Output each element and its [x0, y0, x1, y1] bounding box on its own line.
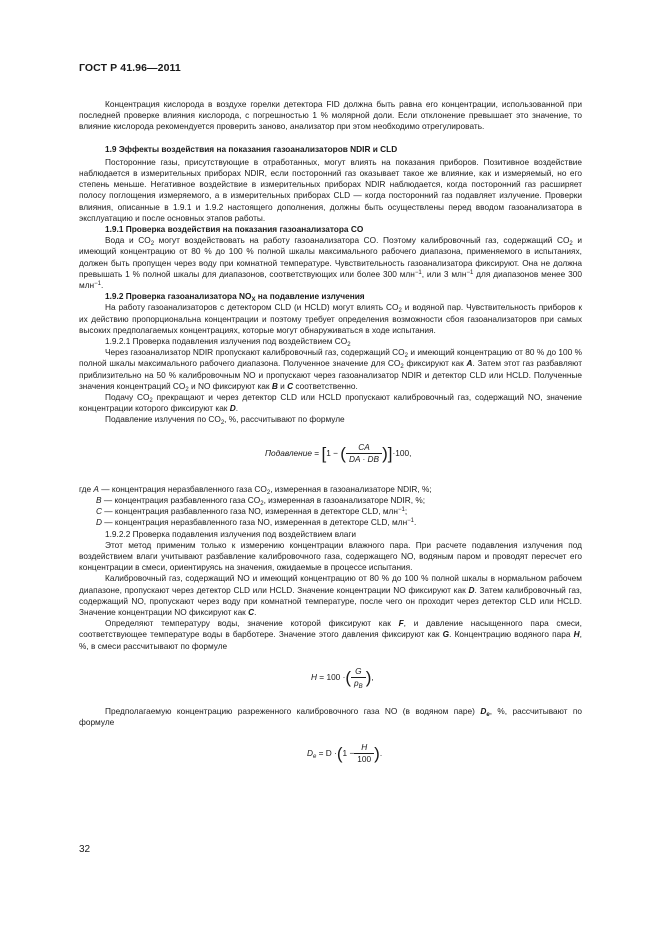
- text: и: [277, 380, 288, 391]
- text: , и давление насыщенного пара смеси, соответствующее температуре воды в барботере. Значение этого давления фиксируют как: [79, 618, 582, 640]
- text: Подачу CO: [105, 392, 150, 403]
- formula-humidity-expression: H = 100 ·( $\frac{G}{p_B}$ ),: [311, 665, 374, 690]
- fraction-denominator: DA · DB: [348, 453, 380, 464]
- text: .: [235, 403, 239, 414]
- formula-de: [79, 734, 582, 774]
- where-text: — концентрация неразбавленного газа NO, измеренная в детекторе CLD, млн: [102, 517, 408, 528]
- subscript: e: [313, 754, 317, 761]
- subscript: 2: [404, 353, 408, 360]
- symbol-c: C: [287, 380, 294, 391]
- where-item-d: [79, 517, 582, 528]
- formula-fraction: [351, 666, 366, 689]
- text: соответственно.: [293, 380, 358, 391]
- paragraph-1-9-2-2-b: [79, 573, 582, 618]
- text: p: [354, 677, 359, 688]
- paragraph-oxygen: Концентрация кислорода в воздухе горелки детектора FID должна быть равна его концентрации, использованной при последней проверке влияния кислорода, с погрешностью 1 % молярной доли. Если отклонение превышает это значение, то влияние кислорода рекомендуется проверить заново, анализатор при этом необходимо отрегулировать.: [79, 99, 582, 132]
- fraction-denominator: 100: [357, 754, 372, 765]
- formula-eq: = D ·: [316, 748, 337, 759]
- subscript: B: [358, 683, 363, 690]
- where-item-b: [79, 495, 582, 506]
- subscript: 2: [569, 241, 573, 248]
- text: Предполагаемую концентрацию разреженного калибровочного газа NO (в водяном паре): [105, 705, 481, 716]
- where-symbol: C: [96, 506, 102, 517]
- formula-suppression-expression: Подавление = [1 − ( $\frac{CA}{DA \cdot DB}$ )]·100,: [265, 441, 412, 464]
- text: 1.9.2 Проверка газоанализатора NO: [105, 291, 252, 302]
- text: . Затем калибровочный газ, содержащий NO, пропускают через воду при комнатной температуре, после чего он проходит через детектор CLD или HCLD. Значение концентрации NO фиксируют как: [79, 584, 582, 617]
- where-text: — концентрация неразбавленного газа CO: [98, 483, 267, 494]
- where-lead: где: [79, 483, 92, 494]
- symbol-d: D: [229, 403, 236, 414]
- where-text: — концентрация разбавленного газа CO: [101, 494, 261, 505]
- where-tail: ;: [404, 506, 408, 517]
- section-heading-1-9-2-1: [79, 336, 582, 347]
- section-heading-1-9-1: 1.9.1 Проверка воздействия на показания газоанализатора CO: [105, 224, 364, 235]
- section-heading-1-9-2-2: 1.9.2.2 Проверка подавления излучения под воздействием влаги: [105, 528, 357, 539]
- subscript: 2: [220, 420, 225, 427]
- superscript: −1: [407, 518, 415, 525]
- text: и имеющий концентрацию от 80 % до 100 % полной шкалы максимального рабочего диапазона, применяемого в испытаниях, должен быть пропущен через воду при комнатной температуре. Чувствительность газоанализатора фиксируют. Она не должна превышать 1 % полной шкалы для диапазонов, соответствующих или более 300 млн: [79, 235, 582, 279]
- paragraph-1-9-2-1-a: [79, 347, 582, 392]
- paragraph-1-9: Посторонние газы, присутствующие в отработанных, могут влиять на показания приборов. Позитивное воздействие наблюдается в измерительных приборах NDIR, если посторонний газ оказывает такое же влияние, как и измеряемый, но его степень меньше. Негативное воздействие в измерительных приборах NDIR наблюдается, когда посторонний газ расширяет полосу поглощения измеряемого, а в измерительных приборах CLD — когда посторонний газ подавляет излучение. Проверки влияния, описанные в 1.9.1 и 1.9.2 настоящего дополнения, должны быть осуществлены перед вводом газоанализатора в эксплуатацию и после основных этапов работы.: [79, 156, 582, 223]
- document-body: [79, 99, 582, 780]
- where-list: [79, 484, 582, 529]
- paragraph-1-9-2-1-c: [79, 414, 582, 425]
- subscript: e: [486, 711, 490, 718]
- fraction-denominator: [351, 678, 366, 689]
- paragraph-1-9-2-2-a: Этот метод применим только к измерению концентрации влажного пара. При расчете подавления излучения под воздействием влаги учитывают разбавление калибровочного газа, содержащего NO, водяным паром и проводят пересчет его концентрации в смеси, ориентируясь на значения, ожидаемые в процессе испытания.: [79, 539, 582, 573]
- fraction-numerator: G: [351, 666, 366, 678]
- paragraph-1-9-2-1-b: [79, 392, 582, 414]
- symbol-h: H: [573, 629, 580, 640]
- formula-tail: ·100,: [392, 447, 412, 458]
- text: , %, рассчитывают по формуле: [79, 705, 582, 727]
- formula-de-expression: $D_e = D \cdot(1$ − $\frac{H}{100}$ ).: [307, 742, 383, 765]
- text: .: [254, 606, 257, 617]
- text: и NO фиксируют как: [188, 380, 272, 391]
- text: Калибровочный газ, содержащий NO и имеющий концентрацию от 80 % до 100 % полной шкалы в нормальном рабочем диапазоне, пропускают через детектор CLD или HCLD. Значение концентрации NO фиксируют как: [79, 573, 582, 595]
- symbol-f: F: [398, 618, 404, 629]
- text: , %, рассчитывают по формуле: [224, 414, 345, 425]
- text: и имеющий концентрацию от 80 % до 100 % полной шкалы максимального рабочего диапазона. Полученное значение для CO: [79, 347, 582, 369]
- subscript: 2: [150, 241, 155, 248]
- text: , или 3 млн: [421, 268, 467, 279]
- formula-fraction: [346, 442, 382, 465]
- text: прекращают и через детектор CLD или HCLD пропускают калибровочный газ, содержащий NO, значение концентрации которого фиксируют как: [79, 392, 582, 414]
- symbol-b: B: [271, 380, 278, 391]
- paragraph-1-9-1: [79, 235, 582, 291]
- subscript: 2: [398, 308, 402, 315]
- text: .: [100, 280, 104, 291]
- text: Вода и CO: [105, 235, 151, 246]
- text: могут воздействовать на работу газоанализатора CO. Поэтому калибровочный газ, содержащий CO: [154, 235, 570, 246]
- text: для диапазонов менее 300 млн: [79, 268, 582, 291]
- text: На работу газоанализаторов с детектором CLD (и HCLD) могут влиять CO: [105, 302, 399, 313]
- symbol-a: A: [466, 358, 473, 369]
- where-item-a: [79, 484, 582, 495]
- where-symbol: D: [96, 517, 102, 528]
- subscript: 2: [185, 386, 189, 393]
- document-code-header: ГОСТ Р 41.96—2011: [79, 62, 181, 74]
- superscript: −1: [397, 507, 405, 514]
- text: . Концентрацию водяного пара: [449, 629, 574, 640]
- symbol-c: C: [248, 606, 255, 617]
- subscript: 2: [347, 342, 351, 349]
- text: фиксируют как: [403, 358, 467, 369]
- subscript: 2: [149, 398, 153, 405]
- paragraph-1-9-2-2-c: [79, 618, 582, 652]
- symbol-g: G: [442, 629, 450, 640]
- formula-one: 1 −: [342, 748, 355, 759]
- text: Определяют температуру воды, значение которой фиксируют как: [105, 618, 399, 629]
- where-tail: , измеренная в газоанализаторе NDIR, %;: [263, 494, 426, 505]
- symbol-d: D: [468, 584, 475, 595]
- fraction-numerator: H: [354, 742, 374, 754]
- section-heading-1-9: 1.9 Эффекты воздействия на показания газоанализаторов NDIR и CLD: [105, 143, 398, 154]
- text: Подавление излучения по CO: [105, 414, 221, 425]
- subscript: X: [251, 297, 256, 304]
- section-heading-1-9-2: [79, 291, 582, 302]
- formula-suppression: [79, 432, 582, 478]
- formula-one: 1: [326, 447, 331, 458]
- text: , %, в смеси рассчитывают по формуле: [79, 629, 582, 651]
- symbol-de: D: [480, 705, 487, 716]
- paragraph-1-9-2-2-d: [79, 706, 582, 728]
- where-tail: .: [414, 517, 417, 528]
- text: Через газоанализатор NDIR пропускают калибровочный газ, содержащий CO: [105, 347, 405, 358]
- formula-humidity: [79, 658, 582, 700]
- paragraph-1-9-2: [79, 302, 582, 336]
- superscript: −1: [94, 281, 101, 288]
- where-tail: , измеренная в газоанализаторе NDIR, %;: [270, 483, 432, 494]
- text: 1.9.2.1 Проверка подавления излучения под воздействием CO: [105, 336, 348, 347]
- formula-lhs: H: [311, 671, 317, 682]
- text: на подавление излучения: [255, 291, 365, 302]
- subscript: 2: [400, 364, 404, 371]
- formula-lhs: Подавление: [265, 447, 312, 458]
- text: и водяной пар. Чувствительность приборов к их действию пропорциональна концентрации и поэтому требует определения возможности сбоя газоанализаторов при самых высоких предполагаемых концентрациях, которые могут обнаруживаться в ходе испытания.: [79, 302, 582, 335]
- where-item-c: [79, 506, 582, 517]
- formula-eq: = 100 ·: [317, 671, 346, 682]
- subscript: 2: [260, 500, 264, 507]
- subscript: 2: [266, 489, 271, 496]
- superscript: −1: [466, 269, 474, 276]
- fraction-numerator: CA: [346, 442, 382, 454]
- formula-fraction: [354, 742, 374, 765]
- where-symbol: A: [93, 483, 99, 494]
- text: . Затем этот газ разбавляют приблизительно на 50 % калибровочным NO и пропускают через газоанализатор NDIR и детектор CLD или HCLD. Полученные значения концентраций CO: [79, 358, 583, 391]
- page-number: 32: [79, 844, 91, 855]
- where-text: — концентрация разбавленного газа NO, измеренная в детекторе CLD, млн: [102, 506, 398, 517]
- superscript: −1: [414, 269, 422, 276]
- formula-lhs: D: [307, 748, 313, 759]
- where-symbol: B: [96, 494, 102, 505]
